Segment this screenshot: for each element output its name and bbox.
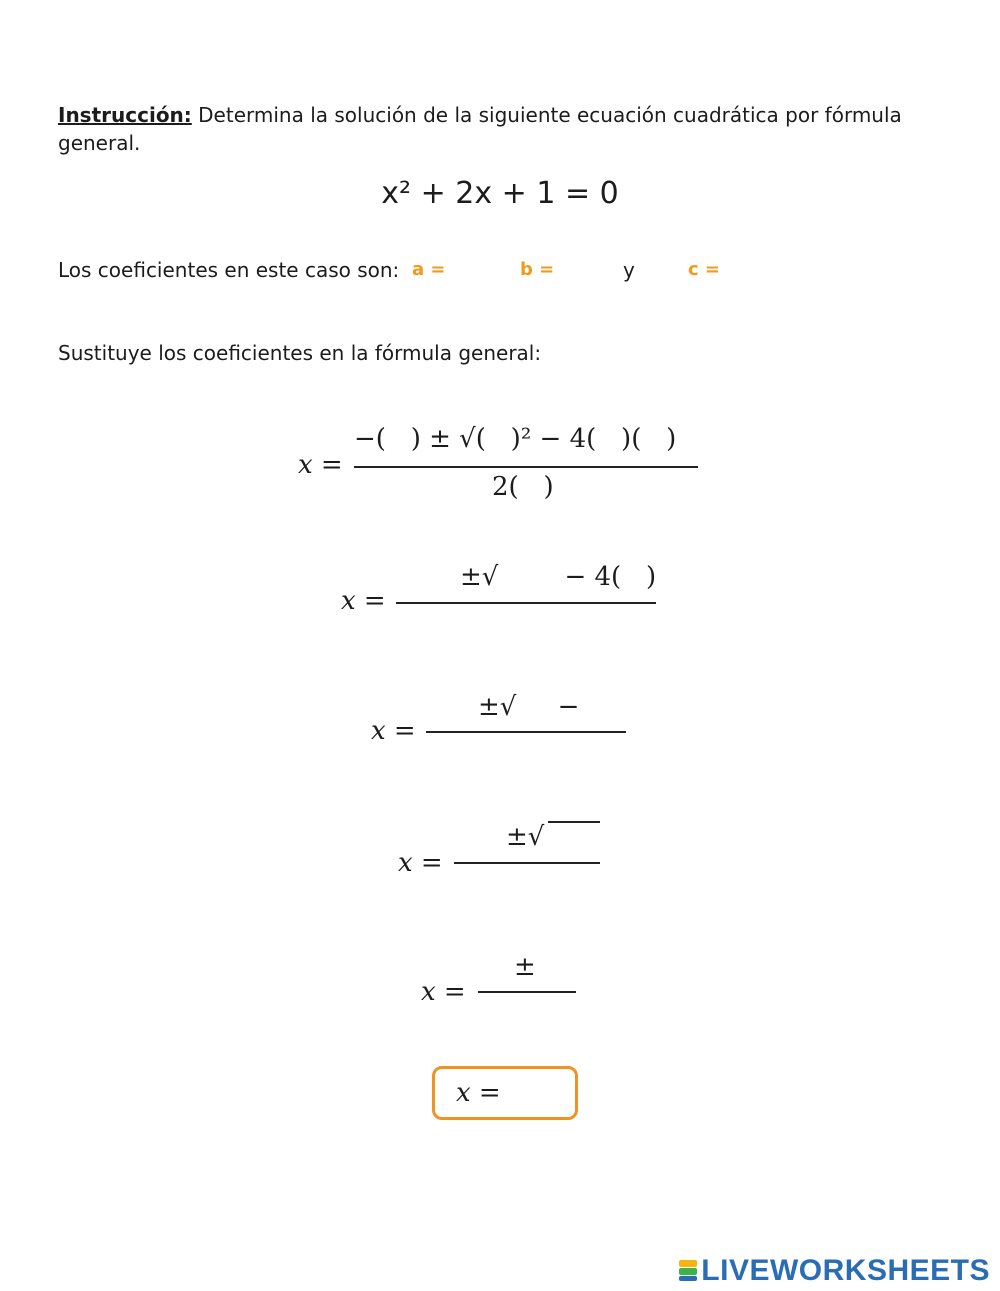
step4-x-eq: x = — [398, 848, 443, 878]
step1-numerator: −( ) ± √( )² − 4( )( ) — [354, 424, 677, 454]
step5-numerator: ± — [514, 952, 536, 982]
coef-b-label: b = — [520, 259, 555, 280]
coef-c-label: c = — [688, 259, 721, 280]
step1-denominator: 2( ) — [492, 472, 554, 502]
coefficients-intro: Los coeficientes en este caso son: — [58, 258, 400, 282]
coef-a-label: a = — [412, 259, 446, 280]
step3-fraction-bar — [426, 731, 626, 733]
coefficients-line — [58, 256, 399, 284]
step3-x-eq: x = — [371, 716, 416, 746]
instruction — [58, 101, 938, 157]
step5-x-eq: x = — [421, 977, 466, 1007]
quadratic-equation: x² + 2x + 1 = 0 — [381, 176, 619, 211]
step5-fraction-bar — [478, 991, 576, 993]
step2-numerator: ±√ − 4( ) — [460, 562, 657, 592]
step4-fraction-bar — [454, 862, 600, 864]
step2-fraction-bar — [396, 602, 656, 604]
step1-x-eq: x = — [298, 450, 343, 480]
liveworksheets-logo — [679, 1254, 990, 1288]
coef-y-label: y — [623, 258, 635, 282]
step3-numerator: ±√ − — [478, 692, 580, 722]
step1-fraction-bar — [354, 466, 698, 468]
step4-radical-bar — [548, 821, 600, 823]
logo-icon — [679, 1260, 697, 1282]
step4-numerator: ±√ — [506, 822, 545, 852]
logo-text: LIVEWORKSHEETS — [701, 1254, 990, 1287]
step2-x-eq: x = — [341, 586, 386, 616]
final-x-eq: x = — [456, 1078, 501, 1108]
final-answer-box[interactable] — [432, 1066, 578, 1120]
instruction-text: Determina la solución de la siguiente ecuación cuadrática por fórmula general. — [58, 103, 902, 155]
instruction-label: Instrucción: — [58, 103, 192, 127]
substitute-instruction: Sustituye los coeficientes en la fórmula general: — [58, 341, 542, 365]
